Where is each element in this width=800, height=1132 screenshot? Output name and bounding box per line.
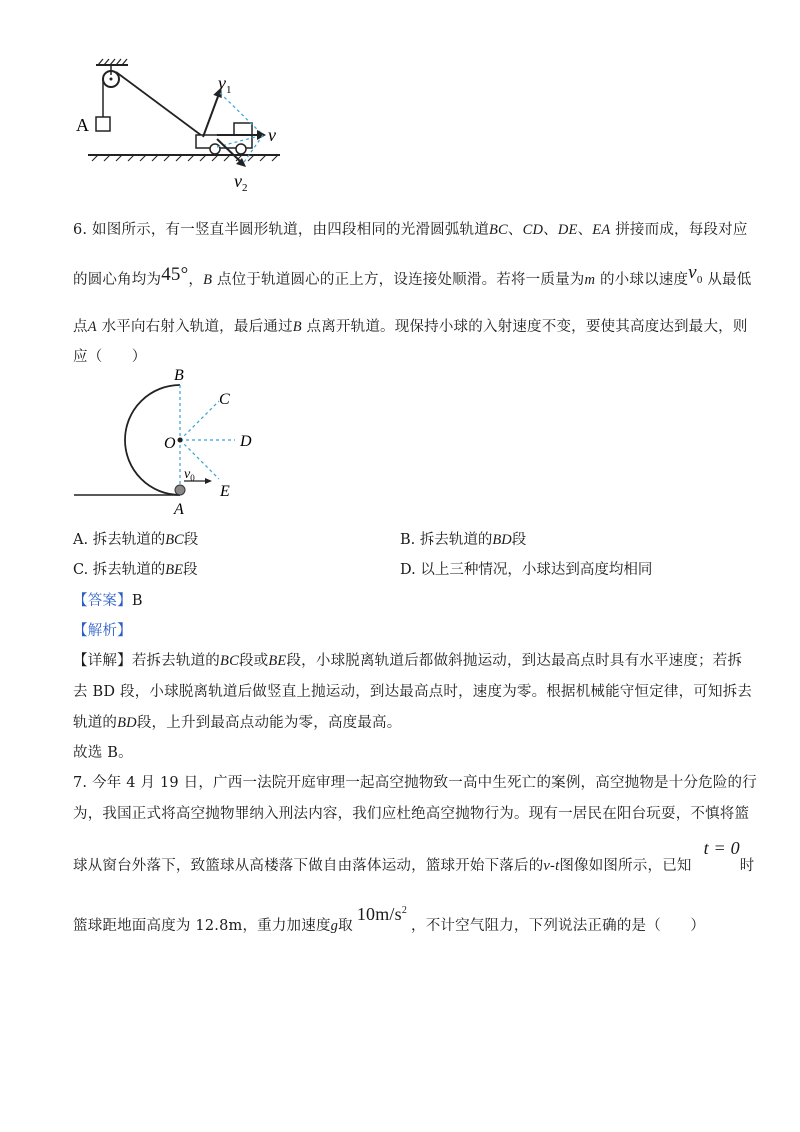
q6-line-1: 6. 如图所示，有一竖直半圆形轨道，由四段相同的光滑圆弧轨道BC、CD、DE、EA 拼接而成，每段对应 bbox=[73, 222, 748, 238]
svg-text:B: B bbox=[174, 368, 184, 384]
detail-line-2: 去 BD 段，小球脱离轨道后做竖直上抛运动，到达最高点时，速度为零。根据机械能守恒定律，可知拆去 bbox=[73, 684, 753, 700]
svg-text:E: E bbox=[220, 483, 230, 500]
q7-line-1: 7. 今年 4 月 19 日，广西一法院开庭审理一起高空抛物致一高中生死亡的案例，高空抛物是十分危险的行 bbox=[73, 775, 757, 791]
q7-line-3: 球从窗台外落下，致篮球从高楼落下做自由落体运动，篮球开始下落后的v-t图像如图所示，已知t = 0时 bbox=[73, 838, 755, 874]
svg-text:O: O bbox=[164, 435, 176, 452]
q6-line-2: 的圆心角均为45°，B 点位于轨道圆心的正上方，设连接处顺滑。若将一质量为m 的小球以速度$v_0$ 从最低 bbox=[73, 262, 752, 288]
ball-icon bbox=[175, 485, 185, 495]
q7-line-4: 篮球距地面高度为 12.8m，重力加速度g取$10m/s^2$，不计空气阻力，下列说法正确的是（ ） bbox=[73, 904, 706, 934]
q7-line-2: 为，我国正式将高空抛物罪纳入刑法内容，我们应杜绝高空抛物行为。现有一居民在阳台玩耍，不慎将篮 bbox=[73, 806, 750, 822]
detail-line-3: 轨道的BD段，上升到最高点动能为零，高度最高。 bbox=[73, 715, 402, 731]
option-c[interactable]: C. 拆去轨道的BE段 bbox=[73, 562, 198, 578]
label-v2: $v_2$ bbox=[234, 171, 248, 194]
option-b[interactable]: B. 拆去轨道的BD段 bbox=[400, 532, 527, 548]
semicircle-track-figure bbox=[70, 368, 280, 518]
svg-text:A: A bbox=[174, 501, 184, 518]
option-a[interactable]: A. 拆去轨道的BC段 bbox=[73, 532, 199, 548]
answer-line: 【答案】B bbox=[73, 593, 143, 609]
label-v1: $v_1$ bbox=[218, 73, 232, 96]
svg-text:C: C bbox=[219, 391, 230, 408]
label-v: v bbox=[268, 125, 276, 145]
label-a: A bbox=[76, 115, 89, 135]
q6-line-4: 应（ ） bbox=[73, 349, 147, 365]
block-a bbox=[96, 117, 110, 131]
option-d[interactable]: D. 以上三种情况，小球达到高度均相同 bbox=[400, 562, 653, 578]
conclusion-line: 故选 B。 bbox=[73, 745, 133, 761]
cart-icon bbox=[196, 123, 252, 154]
analysis-line: 【解析】 bbox=[73, 623, 132, 639]
svg-text:D: D bbox=[240, 433, 252, 450]
detail-line-1: 【详解】若拆去轨道的BC段或BE段，小球脱离轨道后都做斜抛运动，到达最高点时具有水平速度；若拆 bbox=[73, 653, 743, 669]
pulley-cart-figure bbox=[70, 55, 300, 195]
svg-text:v0: $v_0$ bbox=[184, 467, 195, 483]
q6-line-3: 点A 水平向右射入轨道，最后通过B 点离开轨道。现保持小球的入射速度不变，要使其高度达到最大，则 bbox=[73, 319, 748, 335]
